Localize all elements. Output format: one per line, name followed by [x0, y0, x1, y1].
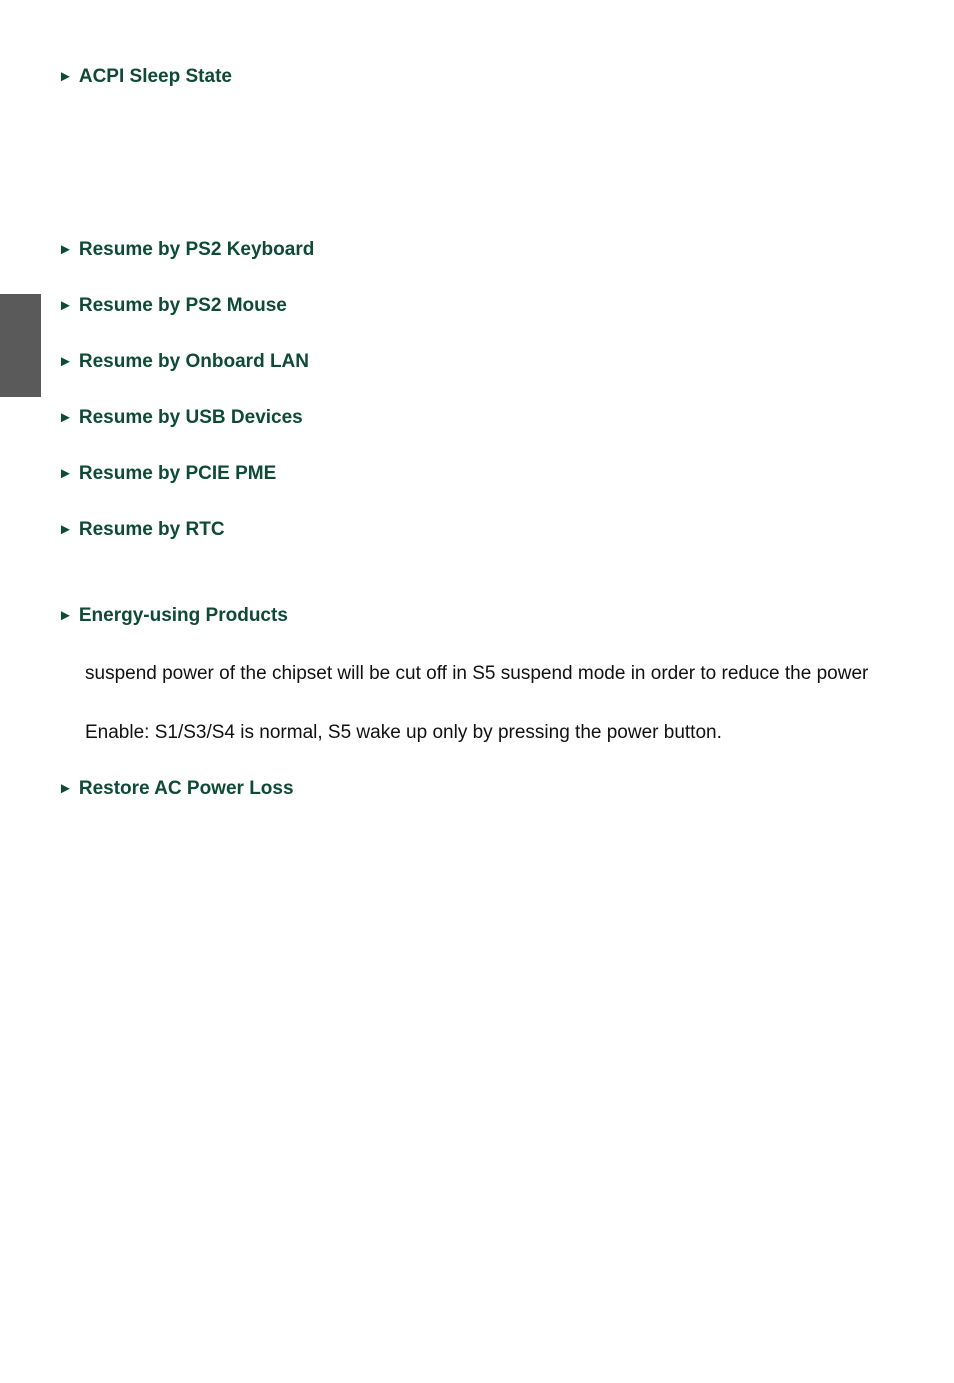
heading-resume-ps2-keyboard [58, 240, 314, 259]
heading-restore-ac-power-loss [58, 779, 294, 798]
bullet-arrow-icon: ► [58, 241, 73, 258]
bullet-arrow-icon: ► [58, 68, 73, 85]
heading-resume-ps2-mouse [58, 296, 287, 315]
bullet-arrow-icon: ► [58, 409, 73, 426]
heading-text: Resume by USB Devices [78, 407, 303, 428]
bullet-arrow-icon: ► [58, 521, 73, 538]
heading-text: Energy-using Products [78, 605, 288, 626]
heading-resume-onboard-lan [58, 352, 309, 371]
bullet-arrow-icon: ► [58, 465, 73, 482]
chapter-side-tab [0, 294, 41, 397]
energy-description-line: suspend power of the chipset will be cut off in S5 suspend mode in order to reduce the power [85, 663, 869, 684]
heading-text: Resume by PS2 Keyboard [78, 239, 315, 260]
heading-resume-rtc [58, 520, 225, 539]
heading-resume-pcie-pme [58, 464, 276, 483]
energy-enable-line: Enable: S1/S3/S4 is normal, S5 wake up only by pressing the power button. [85, 722, 722, 743]
heading-resume-usb-devices [58, 408, 303, 427]
heading-text: ACPI Sleep State [78, 66, 232, 87]
heading-text: Resume by PS2 Mouse [78, 295, 287, 316]
heading-text: Resume by PCIE PME [78, 463, 277, 484]
bullet-arrow-icon: ► [58, 297, 73, 314]
bullet-arrow-icon: ► [58, 353, 73, 370]
heading-acpi-sleep-state [58, 67, 232, 86]
heading-text: Resume by RTC [78, 519, 225, 540]
bullet-arrow-icon: ► [58, 780, 73, 797]
heading-text: Resume by Onboard LAN [78, 351, 310, 372]
bullet-arrow-icon: ► [58, 607, 73, 624]
heading-text: Restore AC Power Loss [78, 778, 294, 799]
heading-energy-using-products [58, 606, 288, 625]
